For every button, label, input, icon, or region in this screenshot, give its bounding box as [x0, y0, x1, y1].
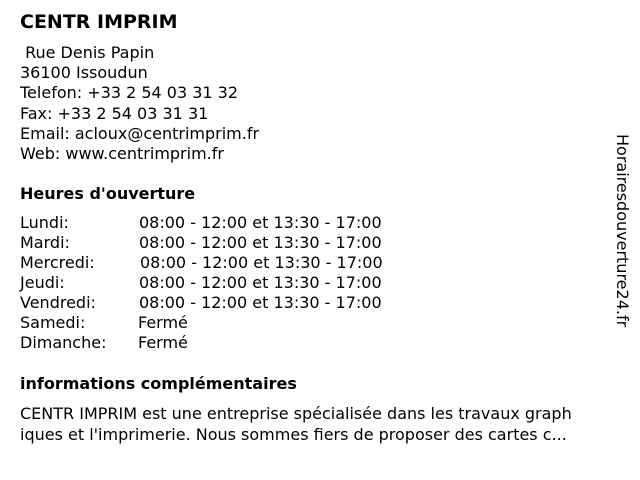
hours-row-saturday: [20, 313, 440, 333]
day-label: Dimanche:: [20, 333, 107, 352]
opening-hours-heading: Heures d'ouverture: [20, 184, 196, 203]
fax-number: Fax: +33 2 54 03 31 31: [20, 103, 209, 123]
hours-value: 08:00 - 12:00 et 13:30 - 17:00: [139, 233, 382, 252]
day-label: Vendredi:: [20, 293, 96, 312]
info-line: iques et l'imprimerie. Nous sommes fiers de proposer des cartes c...: [20, 424, 567, 444]
postal-city: 36100 Issoudun: [20, 63, 148, 83]
day-label: Lundi:: [20, 213, 69, 232]
watermark: Horairesdouverture24.fr: [613, 134, 632, 328]
hours-value: 08:00 - 12:00 et 13:30 - 17:00: [140, 253, 383, 272]
hours-value: Fermé: [138, 313, 188, 332]
additional-info-heading: informations complémentaires: [20, 374, 297, 393]
hours-row-tuesday: [20, 233, 440, 253]
hours-value: 08:00 - 12:00 et 13:30 - 17:00: [139, 273, 382, 292]
info-line: CENTR IMPRIM est une entreprise spécialisée dans les travaux graph: [20, 404, 572, 423]
business-name: CENTR IMPRIM: [20, 11, 178, 33]
day-label: Mercredi:: [20, 253, 95, 272]
hours-value: 08:00 - 12:00 et 13:30 - 17:00: [139, 213, 382, 232]
street-address: Rue Denis Papin: [20, 43, 155, 62]
opening-hours-table: [20, 213, 440, 353]
hours-row-monday: [20, 213, 440, 233]
day-label: Jeudi:: [20, 273, 65, 292]
additional-info-text: [20, 404, 620, 445]
hours-value: Fermé: [138, 333, 188, 352]
phone-number: Telefon: +33 2 54 03 31 32: [20, 83, 239, 103]
hours-row-sunday: [20, 333, 440, 353]
day-label: Mardi:: [20, 233, 70, 252]
hours-row-friday: [20, 293, 440, 313]
email-address: Email: acloux@centrimprim.fr: [20, 123, 260, 143]
website-url: Web: www.centrimprim.fr: [20, 143, 224, 163]
hours-row-wednesday: [20, 253, 440, 273]
hours-row-thursday: [20, 273, 440, 293]
contact-block: [20, 43, 259, 164]
day-label: Samedi:: [20, 313, 86, 332]
hours-value: 08:00 - 12:00 et 13:30 - 17:00: [139, 293, 382, 312]
